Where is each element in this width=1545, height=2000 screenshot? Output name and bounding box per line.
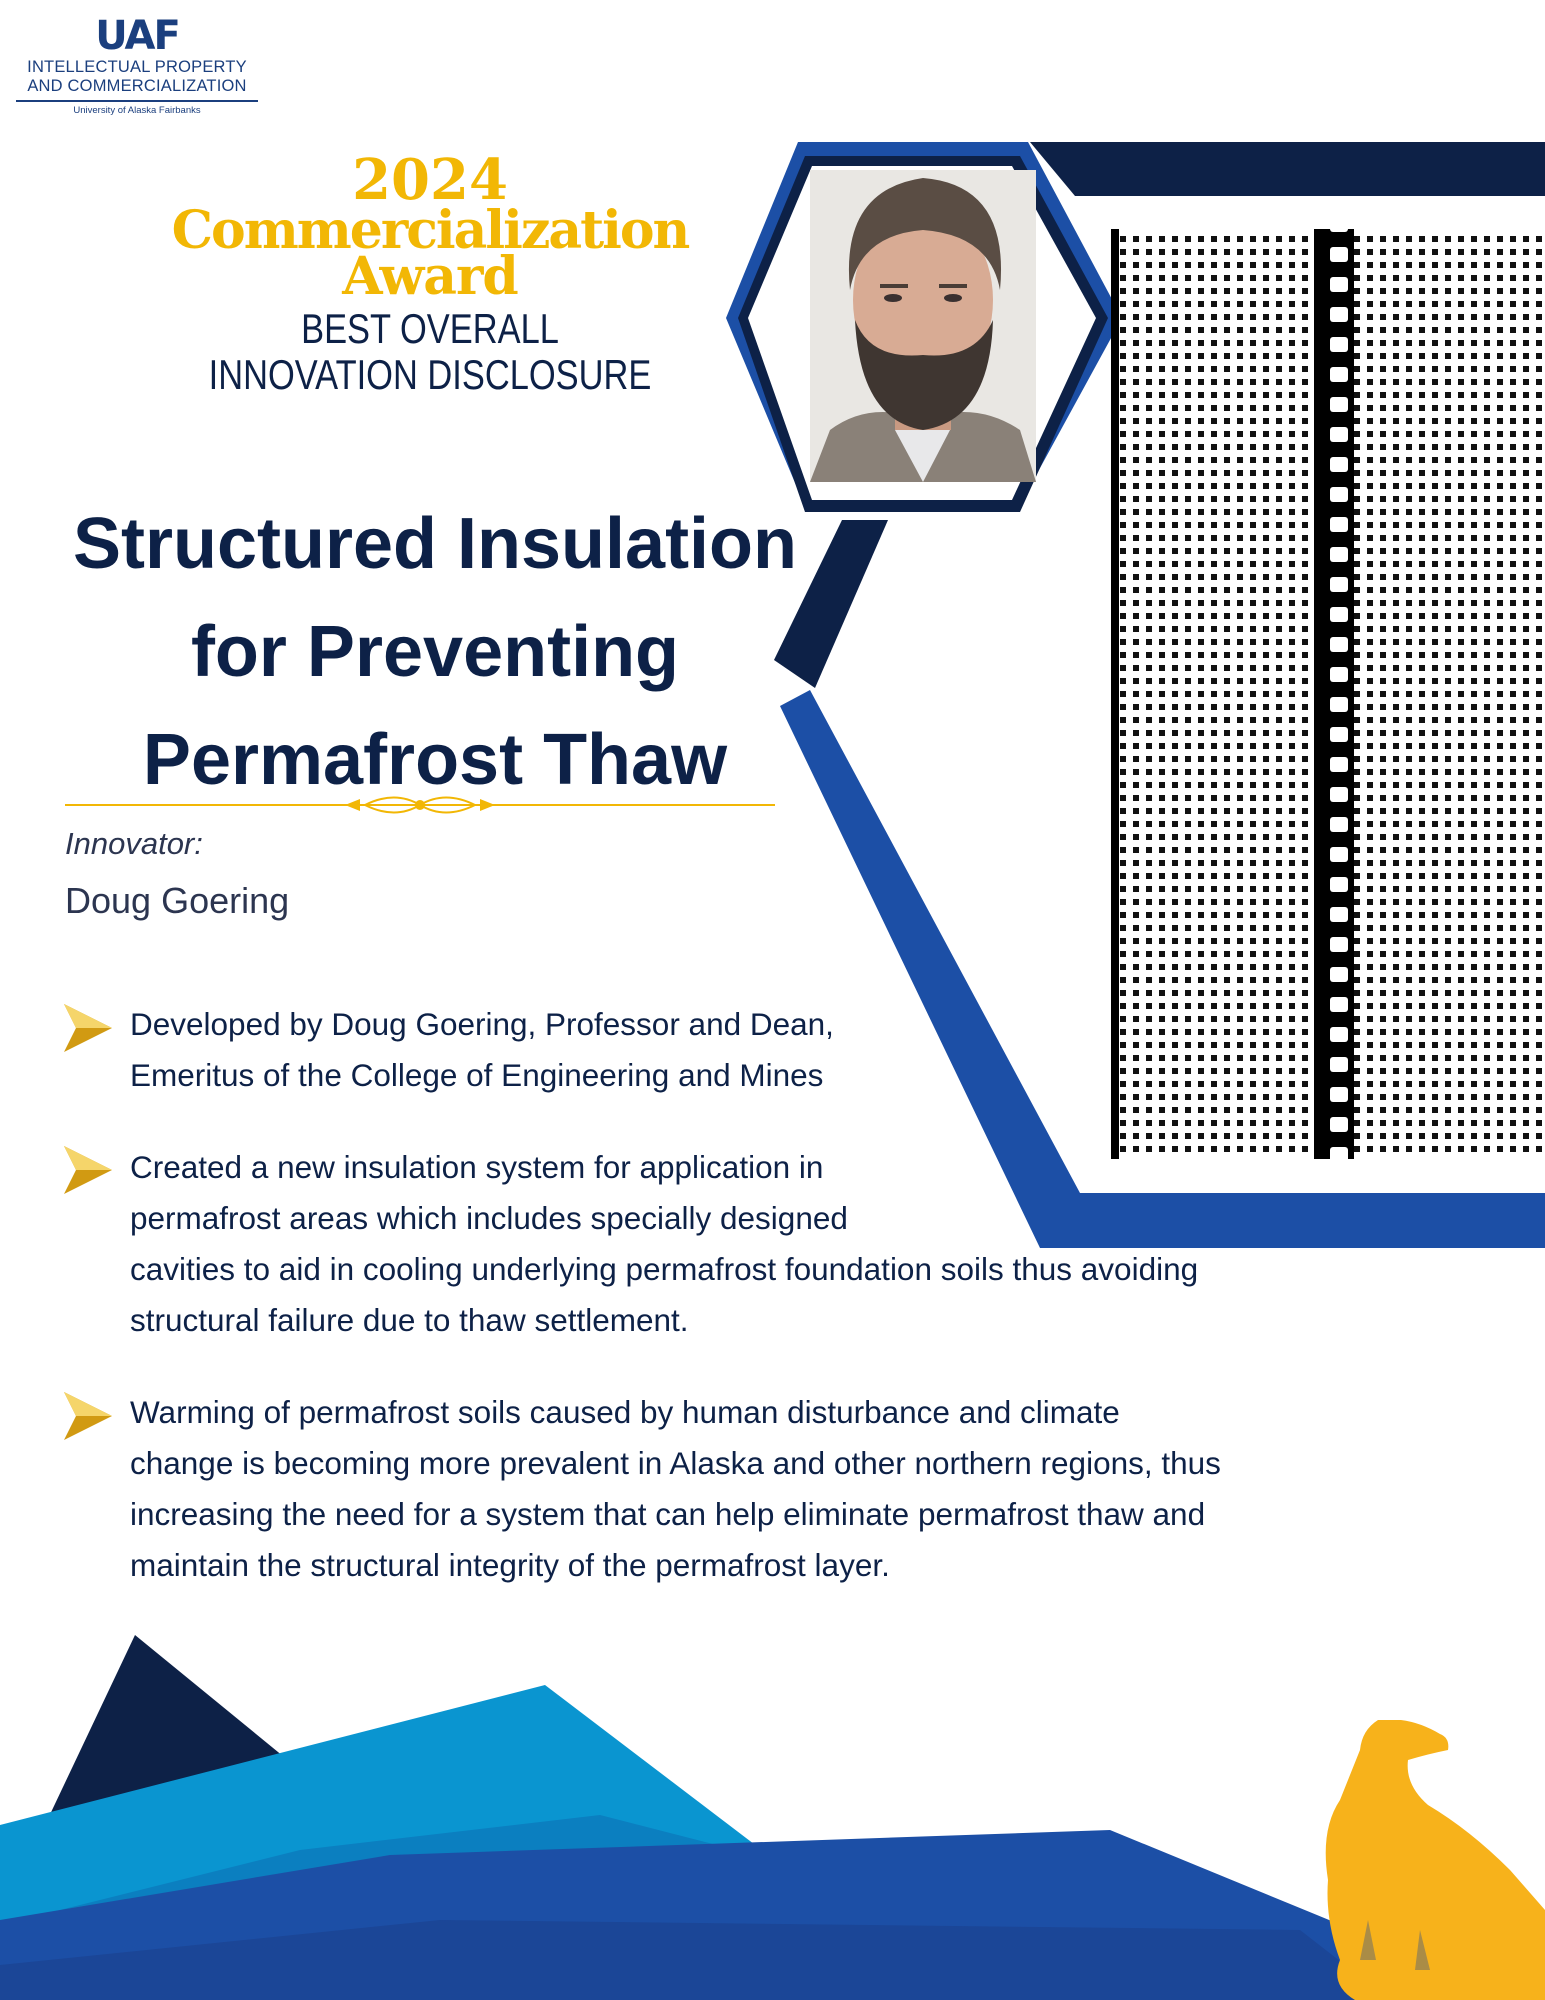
award-year: 2024 <box>352 147 508 213</box>
bullet-2-line-4: structural failure due to thaw settlement. <box>130 1302 689 1338</box>
title-line-1: Structured Insulation <box>72 504 798 584</box>
gold-arrow-bullet-icon <box>62 1144 114 1196</box>
bullet-1-line-1: Developed by Doug Goering, Professor and Dean, <box>130 1006 834 1042</box>
logo-line-2: AND COMMERCIALIZATION <box>27 77 247 95</box>
award-name-line-2: Award <box>342 246 518 307</box>
insulation-pattern-image <box>1111 229 1545 1159</box>
navy-frame-bar <box>1030 142 1545 196</box>
bullet-1-line-2: Emeritus of the College of Engineering and Mines <box>130 1057 824 1093</box>
polar-bear-icon <box>1310 1720 1545 2000</box>
award-name-line-1: Commercialization <box>171 200 689 261</box>
bullet-item-2 <box>130 1142 1430 1346</box>
title-line-2: for Preventing <box>190 612 680 692</box>
bullet-3-line-2: change is becoming more prevalent in Alaska and other northern regions, thus <box>130 1445 1221 1481</box>
bullet-2-line-1: Created a new insulation system for application in <box>130 1149 824 1185</box>
portrait-photo <box>810 170 1036 482</box>
bullet-item-1 <box>130 999 1030 1101</box>
gold-arrow-bullet-icon <box>62 1002 114 1054</box>
bullet-item-3 <box>130 1387 1450 1591</box>
innovator-label: Innovator: <box>65 826 203 861</box>
bullet-3-line-4: maintain the structural integrity of the permafrost layer. <box>130 1547 890 1583</box>
logo-line-1: INTELLECTUAL PROPERTY <box>27 58 247 76</box>
award-category-line-1: BEST OVERALL <box>301 305 559 352</box>
innovator-name: Doug Goering <box>65 880 290 921</box>
logo-university: University of Alaska Fairbanks <box>73 105 201 116</box>
gold-arrow-bullet-icon <box>62 1390 114 1442</box>
bullet-3-line-3: increasing the need for a system that can help eliminate permafrost thaw and <box>130 1496 1206 1532</box>
bullet-3-line-1: Warming of permafrost soils caused by human disturbance and climate <box>130 1394 1120 1430</box>
bullet-2-line-3: cavities to aid in cooling underlying permafrost foundation soils thus avoiding <box>130 1251 1199 1287</box>
innovation-title <box>40 490 830 814</box>
bullet-2-line-2: permafrost areas which includes specially designed <box>130 1200 848 1236</box>
gold-ornament-divider <box>65 790 775 820</box>
award-category-line-2: INNOVATION DISCLOSURE <box>208 351 652 398</box>
uaf-logo-mark: UAF <box>95 13 179 59</box>
title-line-3: Permafrost Thaw <box>142 720 728 800</box>
